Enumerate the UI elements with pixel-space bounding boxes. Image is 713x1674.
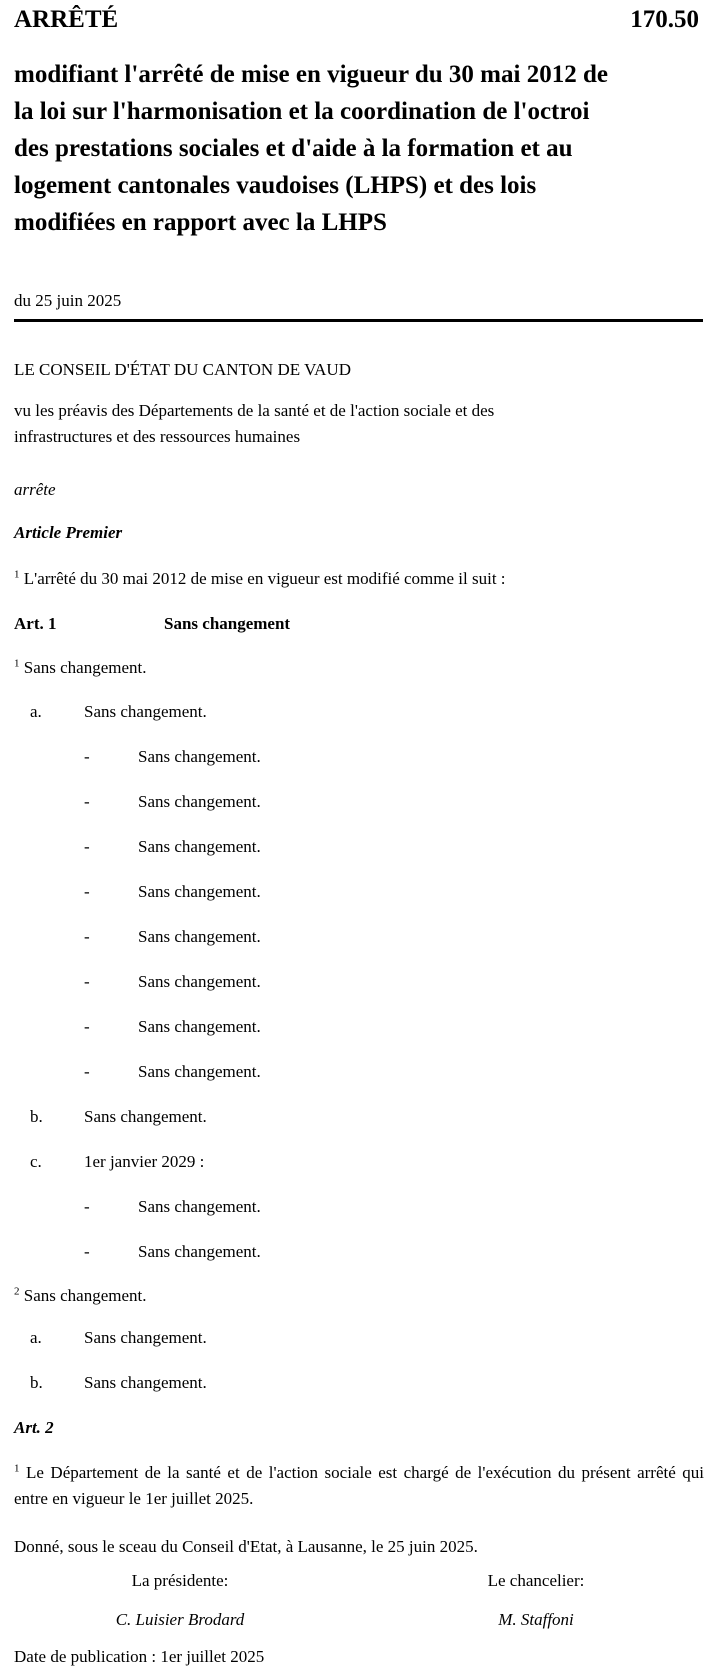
item-letter: b.: [30, 1107, 43, 1126]
document-header: [14, 6, 699, 42]
paragraph-number: 1: [14, 568, 20, 581]
dash-bullet: -: [84, 1197, 90, 1216]
preavis-line: infrastructures et des ressources humaines: [14, 427, 301, 446]
item-letter: c.: [30, 1152, 42, 1171]
subitem-text: Sans changement.: [138, 1062, 261, 1081]
title-line: la loi sur l'harmonisation et la coordination de l'octroi: [14, 98, 590, 125]
dash-bullet: -: [84, 747, 90, 766]
document-number: 170.50: [630, 6, 699, 33]
subitem-text: Sans changement.: [138, 747, 261, 766]
art1-label: Art. 1: [14, 614, 57, 633]
dash-bullet: -: [84, 1242, 90, 1261]
dash-bullet: -: [84, 1062, 90, 1081]
article-premier-heading: Article Premier: [14, 523, 123, 542]
article-premier-paragraph: [14, 569, 506, 589]
item-text: Sans changement.: [84, 1328, 207, 1347]
subitem-text: Sans changement.: [138, 1197, 261, 1216]
dash-bullet: -: [84, 1017, 90, 1036]
subitem-text: Sans changement.: [138, 882, 261, 901]
subitem-text: Sans changement.: [138, 927, 261, 946]
item-text: Sans changement.: [84, 1373, 207, 1392]
chancellor-name: M. Staffoni: [498, 1610, 574, 1629]
item-letter: b.: [30, 1373, 43, 1392]
dash-bullet: -: [84, 972, 90, 991]
header-divider: [14, 319, 703, 322]
preavis-paragraph: [14, 398, 704, 450]
given-under-seal: Donné, sous le sceau du Conseil d'Etat, à Lausanne, le 25 juin 2025.: [14, 1537, 478, 1556]
title-line: des prestations sociales et d'aide à la formation et au: [14, 135, 573, 162]
chancellor-role: Le chancelier:: [487, 1571, 585, 1590]
arrete-word: arrête: [14, 480, 56, 499]
dash-bullet: -: [84, 927, 90, 946]
subitem-text: Sans changement.: [138, 1242, 261, 1261]
document-type: ARRÊTÉ: [14, 6, 119, 33]
preavis-line: vu les préavis des Départements de la santé et de l'action sociale et des: [14, 401, 495, 420]
item-text: 1er janvier 2029 :: [84, 1152, 205, 1171]
art2-text: Le Département de la santé et de l'action sociale est chargé de l'exécution du présent arrêté qui entre en vigueur le 1er juillet 2025.: [14, 1463, 704, 1508]
item-letter: a.: [30, 702, 42, 721]
title-line: logement cantonales vaudoises (LHPS) et des lois: [14, 172, 537, 199]
title-line: modifiées en rapport avec la LHPS: [14, 209, 387, 236]
art1-al1: [14, 658, 147, 678]
art1-al1-text: Sans changement.: [23, 658, 147, 677]
document-date: du 25 juin 2025: [14, 291, 122, 310]
subitem-text: Sans changement.: [138, 837, 261, 856]
subitem-text: Sans changement.: [138, 1017, 261, 1036]
art1-al2-text: Sans changement.: [23, 1286, 147, 1305]
art2-label: Art. 2: [14, 1418, 54, 1437]
document-title: [14, 56, 704, 241]
council-heading: LE CONSEIL D'ÉTAT DU CANTON DE VAUD: [14, 360, 351, 379]
paragraph-number: 2: [14, 1285, 20, 1298]
president-role: La présidente:: [131, 1571, 229, 1590]
title-line: modifiant l'arrêté de mise en vigueur du 30 mai 2012 de: [14, 61, 608, 88]
dash-bullet: -: [84, 792, 90, 811]
subitem-text: Sans changement.: [138, 792, 261, 811]
dash-bullet: -: [84, 837, 90, 856]
president-name: C. Luisier Brodard: [115, 1610, 245, 1629]
item-letter: a.: [30, 1328, 42, 1347]
article-premier-text: L'arrêté du 30 mai 2012 de mise en vigueur est modifié comme il suit :: [23, 569, 506, 588]
art2-paragraph: [14, 1460, 704, 1512]
dash-bullet: -: [84, 882, 90, 901]
item-text: Sans changement.: [84, 702, 207, 721]
paragraph-number: 1: [14, 1462, 20, 1475]
item-text: Sans changement.: [84, 1107, 207, 1126]
art1-al2: [14, 1286, 147, 1306]
subitem-text: Sans changement.: [138, 972, 261, 991]
publication-date: Date de publication : 1er juillet 2025: [14, 1647, 265, 1666]
art1-title: Sans changement: [164, 614, 291, 633]
paragraph-number: 1: [14, 657, 20, 670]
